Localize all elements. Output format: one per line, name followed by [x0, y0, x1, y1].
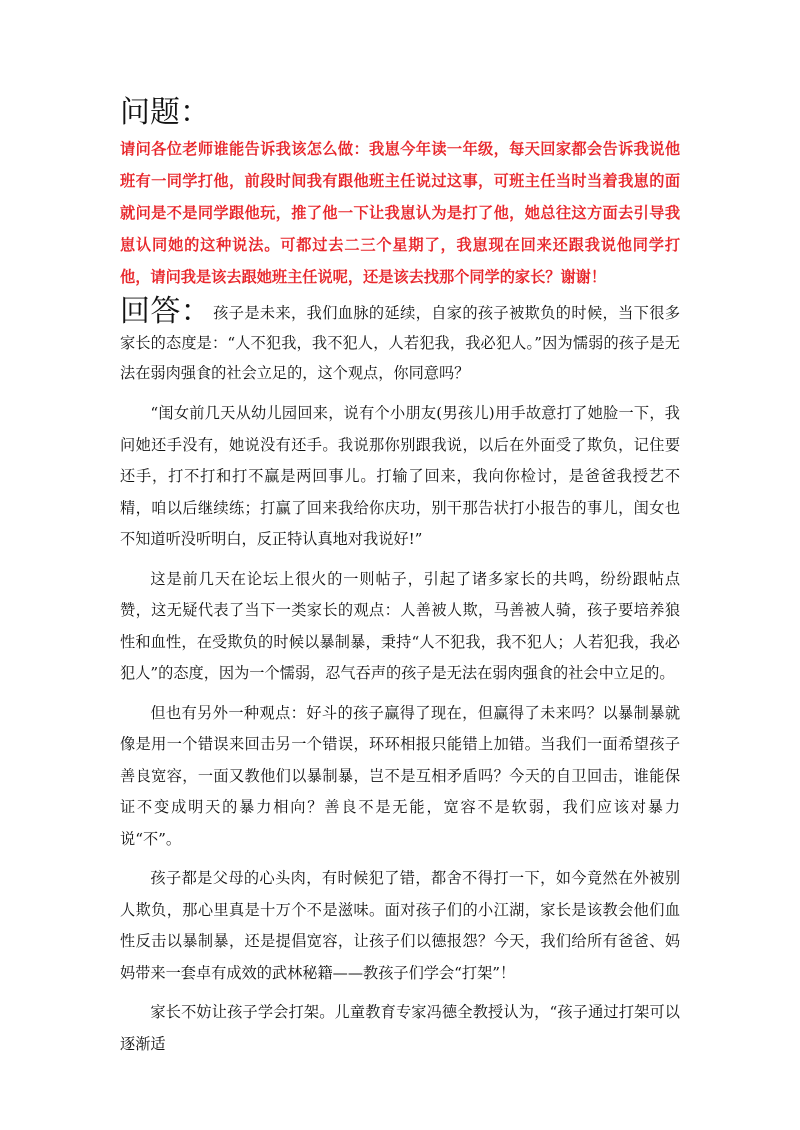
body-paragraph: 但也有另外一种观点：好斗的孩子赢得了现在，但赢得了未来吗？以暴制暴就像是用一个错误来回击另一个错误，环环相报只能错上加错。当我们一面希望孩子善良宽容，一面又教他们以暴制暴，岂不是互相矛盾吗？今天的自卫回击，谁能保证不变成明天的暴力相向？善良不是无能，宽容不是软弱，我们应该对暴力说“不”。 [120, 703, 680, 848]
answer-intro-text: 孩子是未来，我们血脉的延续，自家的孩子被欺负的时候，当下很多家长的态度是：“人不犯我，我不犯人，人若犯我，我必犯人。”因为懦弱的孩子是无法在弱肉强食的社会立足的，这个观点，你同意吗？ [120, 304, 681, 382]
body-paragraph: 家长不妨让孩子学会打架。儿童教育专家冯德全教授认为，“孩子通过打架可以逐渐适 [120, 1003, 680, 1053]
body-paragraph: “闺女前几天从幼儿园回来，说有个小朋友(男孩儿)用手故意打了她脸一下，我问她还手没有，她说没有还手。我说那你别跟我说，以后在外面受了欺负，记住要还手，打不打和打不赢是两回事儿。打输了回来，我向你检讨，是爸爸我授艺不精，咱以后继续练；打赢了回来我给你庆功，别干那告状打小报告的事儿，闺女也不知道听没听明白，反正特认真地对我说好!” [120, 404, 680, 548]
question-heading: 问题： [120, 95, 210, 130]
question-text: 请问各位老师谁能告诉我该怎么做：我崽今年读一年级，每天回家都会告诉我说他班有一同学打他，前段时间我有跟他班主任说过这事，可班主任当时当着我崽的面就问是不是同学跟他玩，推了他一下让我崽认为是打了他，她总往这方面去引导我崽认同她的这种说法。可都过去二三个星期了，我崽现在回来还跟我说他同学打他，请问我是该去跟她班主任说呢，还是该去找那个同学的家长？谢谢！ [120, 140, 680, 286]
body-paragraph: 这是前几天在论坛上很火的一则帖子，引起了诸多家长的共鸣，纷纷跟帖点赞，这无疑代表了当下一类家长的观点：人善被人欺，马善被人骑，孩子要培养狼性和血性，在受欺负的时候以暴制暴，秉持“人不犯我，我不犯人；人若犯我，我必犯人”的态度，因为一个懦弱，忍气吞声的孩子是无法在弱肉强食的社会中立足的。 [120, 569, 680, 682]
answer-intro-paragraph [120, 294, 681, 388]
answer-heading: 回答： [120, 294, 212, 329]
body-paragraph: 孩子都是父母的心头肉，有时候犯了错，都舍不得打一下，如今竟然在外被别人欺负，那心里真是十万个不是滋味。面对孩子们的小江湖，家长是该教会他们血性反击以暴制暴，还是提倡宽容，让孩子们以德报怨？今天，我们给所有爸爸、妈妈带来一套卓有成效的武林秘籍——教孩子们学会“打架”！ [120, 869, 680, 982]
document-page [120, 95, 680, 1060]
